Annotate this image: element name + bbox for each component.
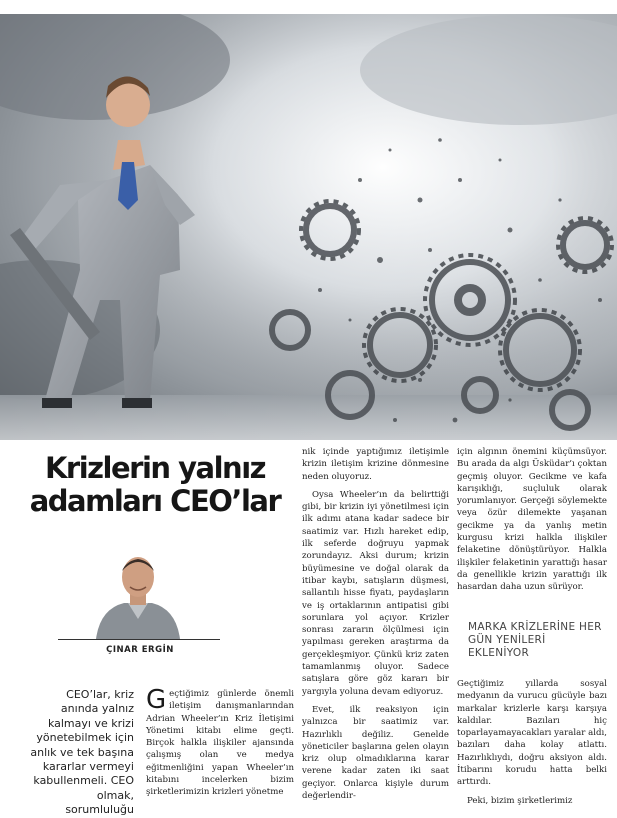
column-4-paragraph-3: Peki, bizim şirketlerimiz bbox=[467, 795, 573, 806]
column-2-text: eçtiğimiz günlerde önemli iletişim danışmanlarından Adrian Wheeler’ın Kriz İletişimi Yönetimi kitabı elime geçti. Birçok halkla ilişkiler ajansında çalışmış olan ve medya eğitmenliğini yapan Wheeler’ın kitabını incelerken bizim şirketlerimizin krizleri yönetme bbox=[146, 689, 294, 798]
headline-line-2: adamları CEO’lar bbox=[29, 484, 281, 518]
column-3-paragraph-2: Oysa Wheeler’ın da belirttiği gibi, bir krizin iyi yönetilmesi için ilk adımı atana kadar sadece bir saatimiz var. Hızlı hareket edip, ilk seferde doğruyu yapmak zorundayız. Aksi durum; krizin büyümesine ve doğal olarak da itibar kaybı, satışların düşmesi, sallantılı hisse fiyatı, paydaşların ve iş ortaklarının antipatisi gibi sorunlara yol açıyor. Krizler sonrası zararın ölçülmesi için yapılması gereken araştırma da gerçekleşmiyor. Çünkü kriz zaten tamamlanmış oluyor. Sadece satışlara göre göz kararı bir yargıyla yoluna devam ediyoruz. bbox=[302, 489, 449, 697]
column-3-paragraph-1: nik içinde yaptığımız iletişimle krizin iletişim krizine dönmesine neden oluyoruz. bbox=[302, 447, 449, 482]
drop-cap: G bbox=[146, 685, 167, 715]
author-portrait bbox=[88, 547, 188, 639]
article-lead: CEO’lar, kriz anında yalnız kalmayı ve krizi yönetebilmek için anlık ve tek başına kararlar vermeyi kabullenmeli. CEO olmak, sorumluluğu bbox=[30, 688, 134, 817]
author-name: ÇINAR ERGİN bbox=[106, 645, 174, 655]
column-4-paragraph-1: için algının önemini küçümsüyor. Bu arada da algı Üsküdar’ı çoktan geçmiş oluyor. Gecikme ve kafa karışıklığı, suçluluk olarak yorumlanıyor. Gerçeği söylemekte veya özür dilemekte yaşanan gecikme ya da yanlış metin kurgusu krizi halkla ilişkiler felaketine dönüştürüyor. Halkla ilişkiler felaketinin yarattığı hasar da genellikle krizin yarattığı ilk hasardan daha uzun sürüyor. bbox=[457, 447, 607, 593]
headline-line-1: Krizlerin yalnız bbox=[44, 451, 266, 485]
section-subhead: MARKA KRİZLERİNE HER GÜN YENİLERİ EKLENİYOR bbox=[468, 621, 602, 659]
column-3-paragraph-3: Evet, ilk reaksiyon için yalnızca bir saatimiz var. Hazırlıklı değiliz. Genelde yöneticiler başlarına gelen olayın kriz olup olmadıklarına karar verene kadar zaten iki saat geçiyor. Onlarca kişiyle durum değerlendir- bbox=[302, 704, 449, 802]
author-photo bbox=[88, 547, 188, 639]
article-column-3 bbox=[302, 446, 449, 802]
article-headline bbox=[20, 452, 290, 518]
article-column-2 bbox=[146, 685, 294, 799]
author-divider bbox=[58, 639, 220, 640]
top-margin bbox=[0, 0, 617, 14]
column-4-paragraph-2: Geçtiğimiz yıllarda sosyal medyanın da vurucu gücüyle bazı markalar krizlerle karşı karşıya kaldılar. Bazıları hiç toparlayamayacakları yaralar aldı, bazıları daha kolay atlattı. Hazırlıklıydı, doğru aksiyon aldı. İtibarını korudu hatta belki arttırdı. bbox=[457, 679, 607, 788]
article-column-4-continued bbox=[457, 678, 607, 807]
article-column-4 bbox=[457, 446, 607, 594]
